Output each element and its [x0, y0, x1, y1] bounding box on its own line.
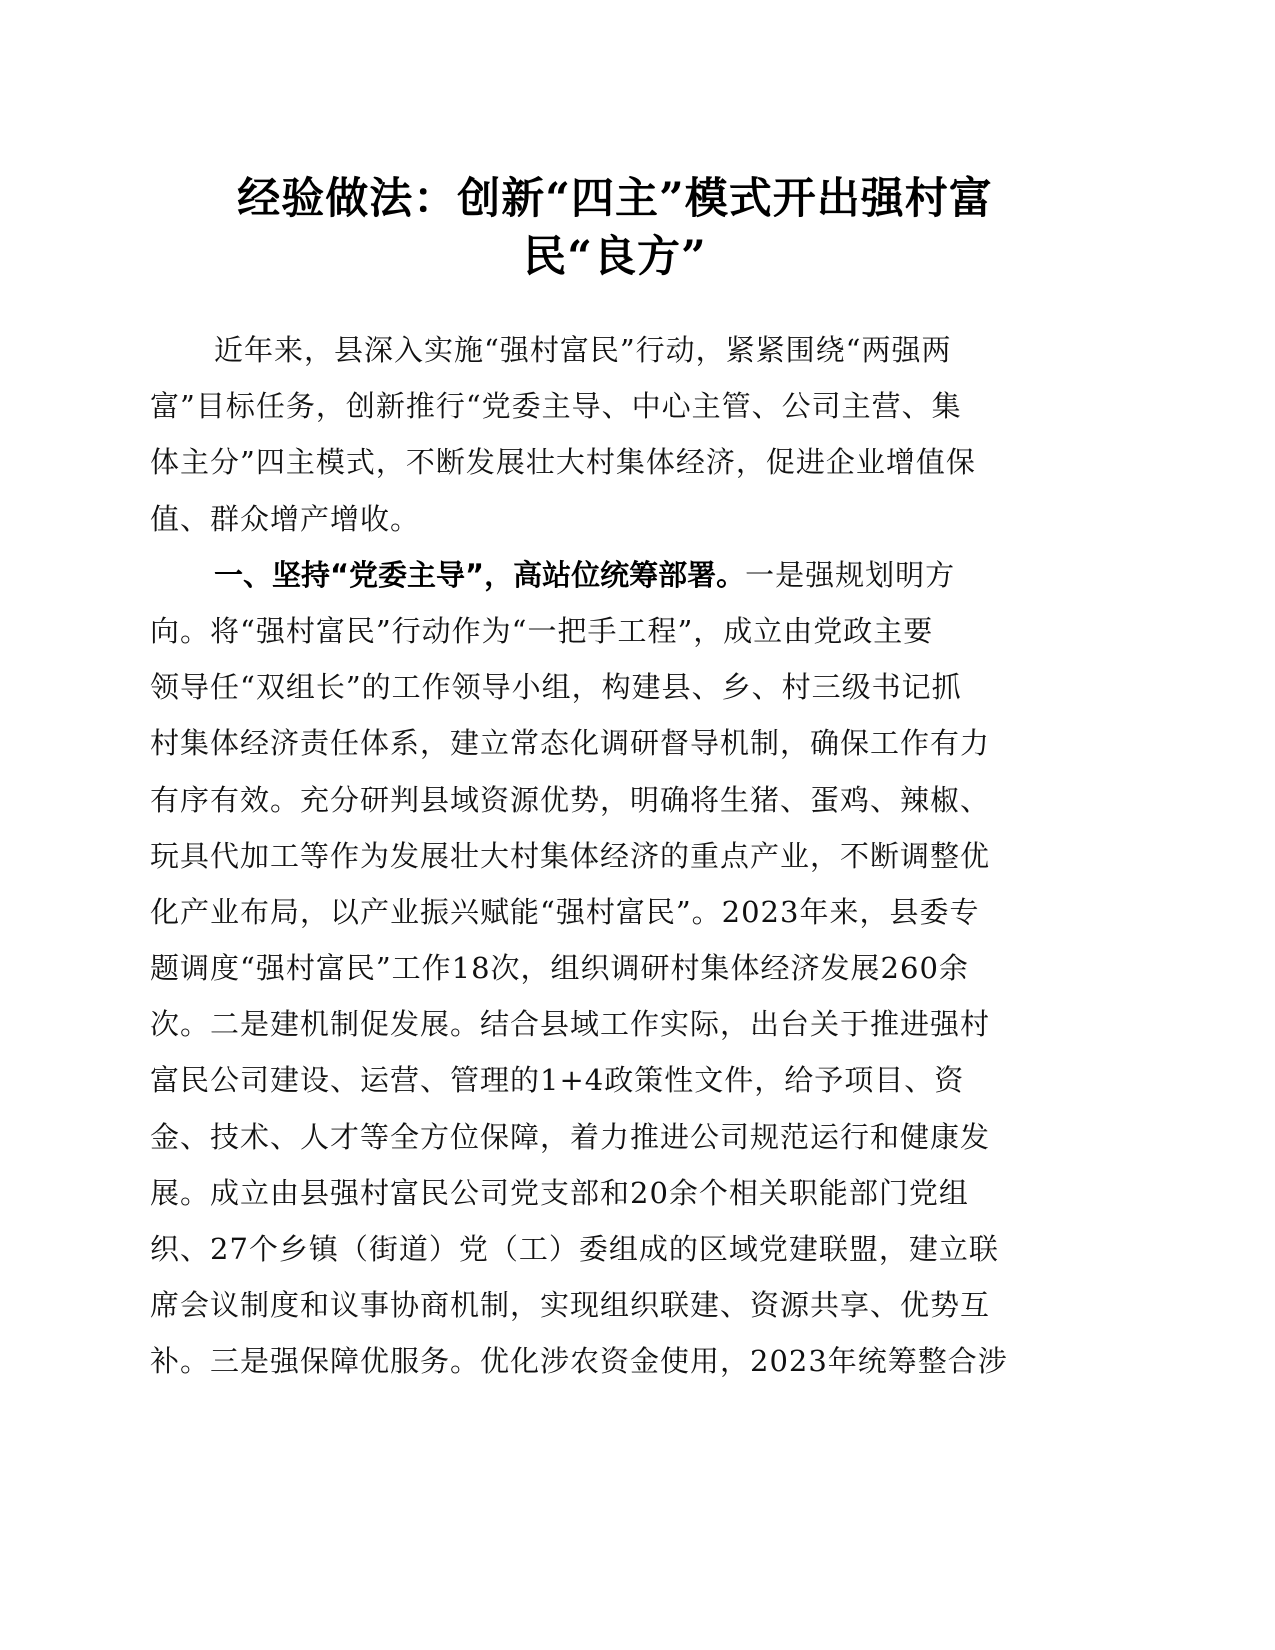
section1-line-14: 补。三是强保障优服务。优化涉农资金使用，2023年统筹整合涉 — [150, 1344, 1008, 1379]
intro-line-2: 富”目标任务，创新推行“党委主导、中心主管、公司主营、集 — [150, 389, 962, 424]
section1-line-9: 富民公司建设、运营、管理的1+4政策性文件，给予项目、资 — [150, 1063, 965, 1098]
section1-line-11: 展。成立由县强村富民公司党支部和20余个相关职能部门党组 — [150, 1175, 969, 1210]
document-title — [150, 170, 1080, 286]
title-line-2: 民“良方” — [523, 232, 707, 282]
title-line-1: 经验做法：创新“四主”模式开出强村富 — [237, 174, 993, 224]
intro-line-4: 值、群众增产增收。 — [150, 501, 421, 536]
section1-first-line-rest: 一是强规划明方 — [745, 557, 956, 592]
section1-line-8: 次。二是建机制促发展。结合县域工作实际，出台关于推进强村 — [150, 1007, 991, 1042]
section1-line-3: 村集体经济责任体系，建立常态化调研督导机制，确保工作有力 — [150, 726, 991, 761]
section1-line-4: 有序有效。充分研判县域资源优势，明确将生猪、蛋鸡、辣椒、 — [150, 782, 991, 817]
section1-heading: 一、坚持“党委主导”，高站位统筹部署。 — [214, 557, 746, 592]
section1-line-7: 题调度“强村富民”工作18次，组织调研村集体经济发展260余 — [150, 951, 969, 986]
section1-first-line — [150, 547, 1080, 603]
intro-line-1: 近年来，县深入实施“强村富民”行动，紧紧围绕“两强两 — [214, 333, 952, 367]
section1-line-6: 化产业布局，以产业振兴赋能“强村富民”。2023年来，县委专 — [150, 894, 980, 929]
intro-line-3: 体主分”四主模式，不断发展壮大村集体经济，促进企业增值保 — [150, 445, 976, 480]
section1-line-10: 金、技术、人才等全方位保障，着力推进公司规范运行和健康发 — [150, 1119, 991, 1154]
section1-line-12: 织、27个乡镇（街道）党（工）委组成的区域党建联盟，建立联 — [150, 1232, 999, 1266]
section1-line-2: 领导任“双组长”的工作领导小组，构建县、乡、村三级书记抓 — [150, 670, 962, 705]
section1-line-1: 向。将“强村富民”行动作为“一把手工程”，成立由党政主要 — [150, 613, 934, 648]
section1-line-13: 席会议制度和议事协商机制，实现组织联建、资源共享、优势互 — [150, 1288, 991, 1323]
section1-line-5: 玩具代加工等作为发展壮大村集体经济的重点产业，不断调整优 — [150, 838, 991, 873]
document-body — [150, 322, 1080, 1390]
